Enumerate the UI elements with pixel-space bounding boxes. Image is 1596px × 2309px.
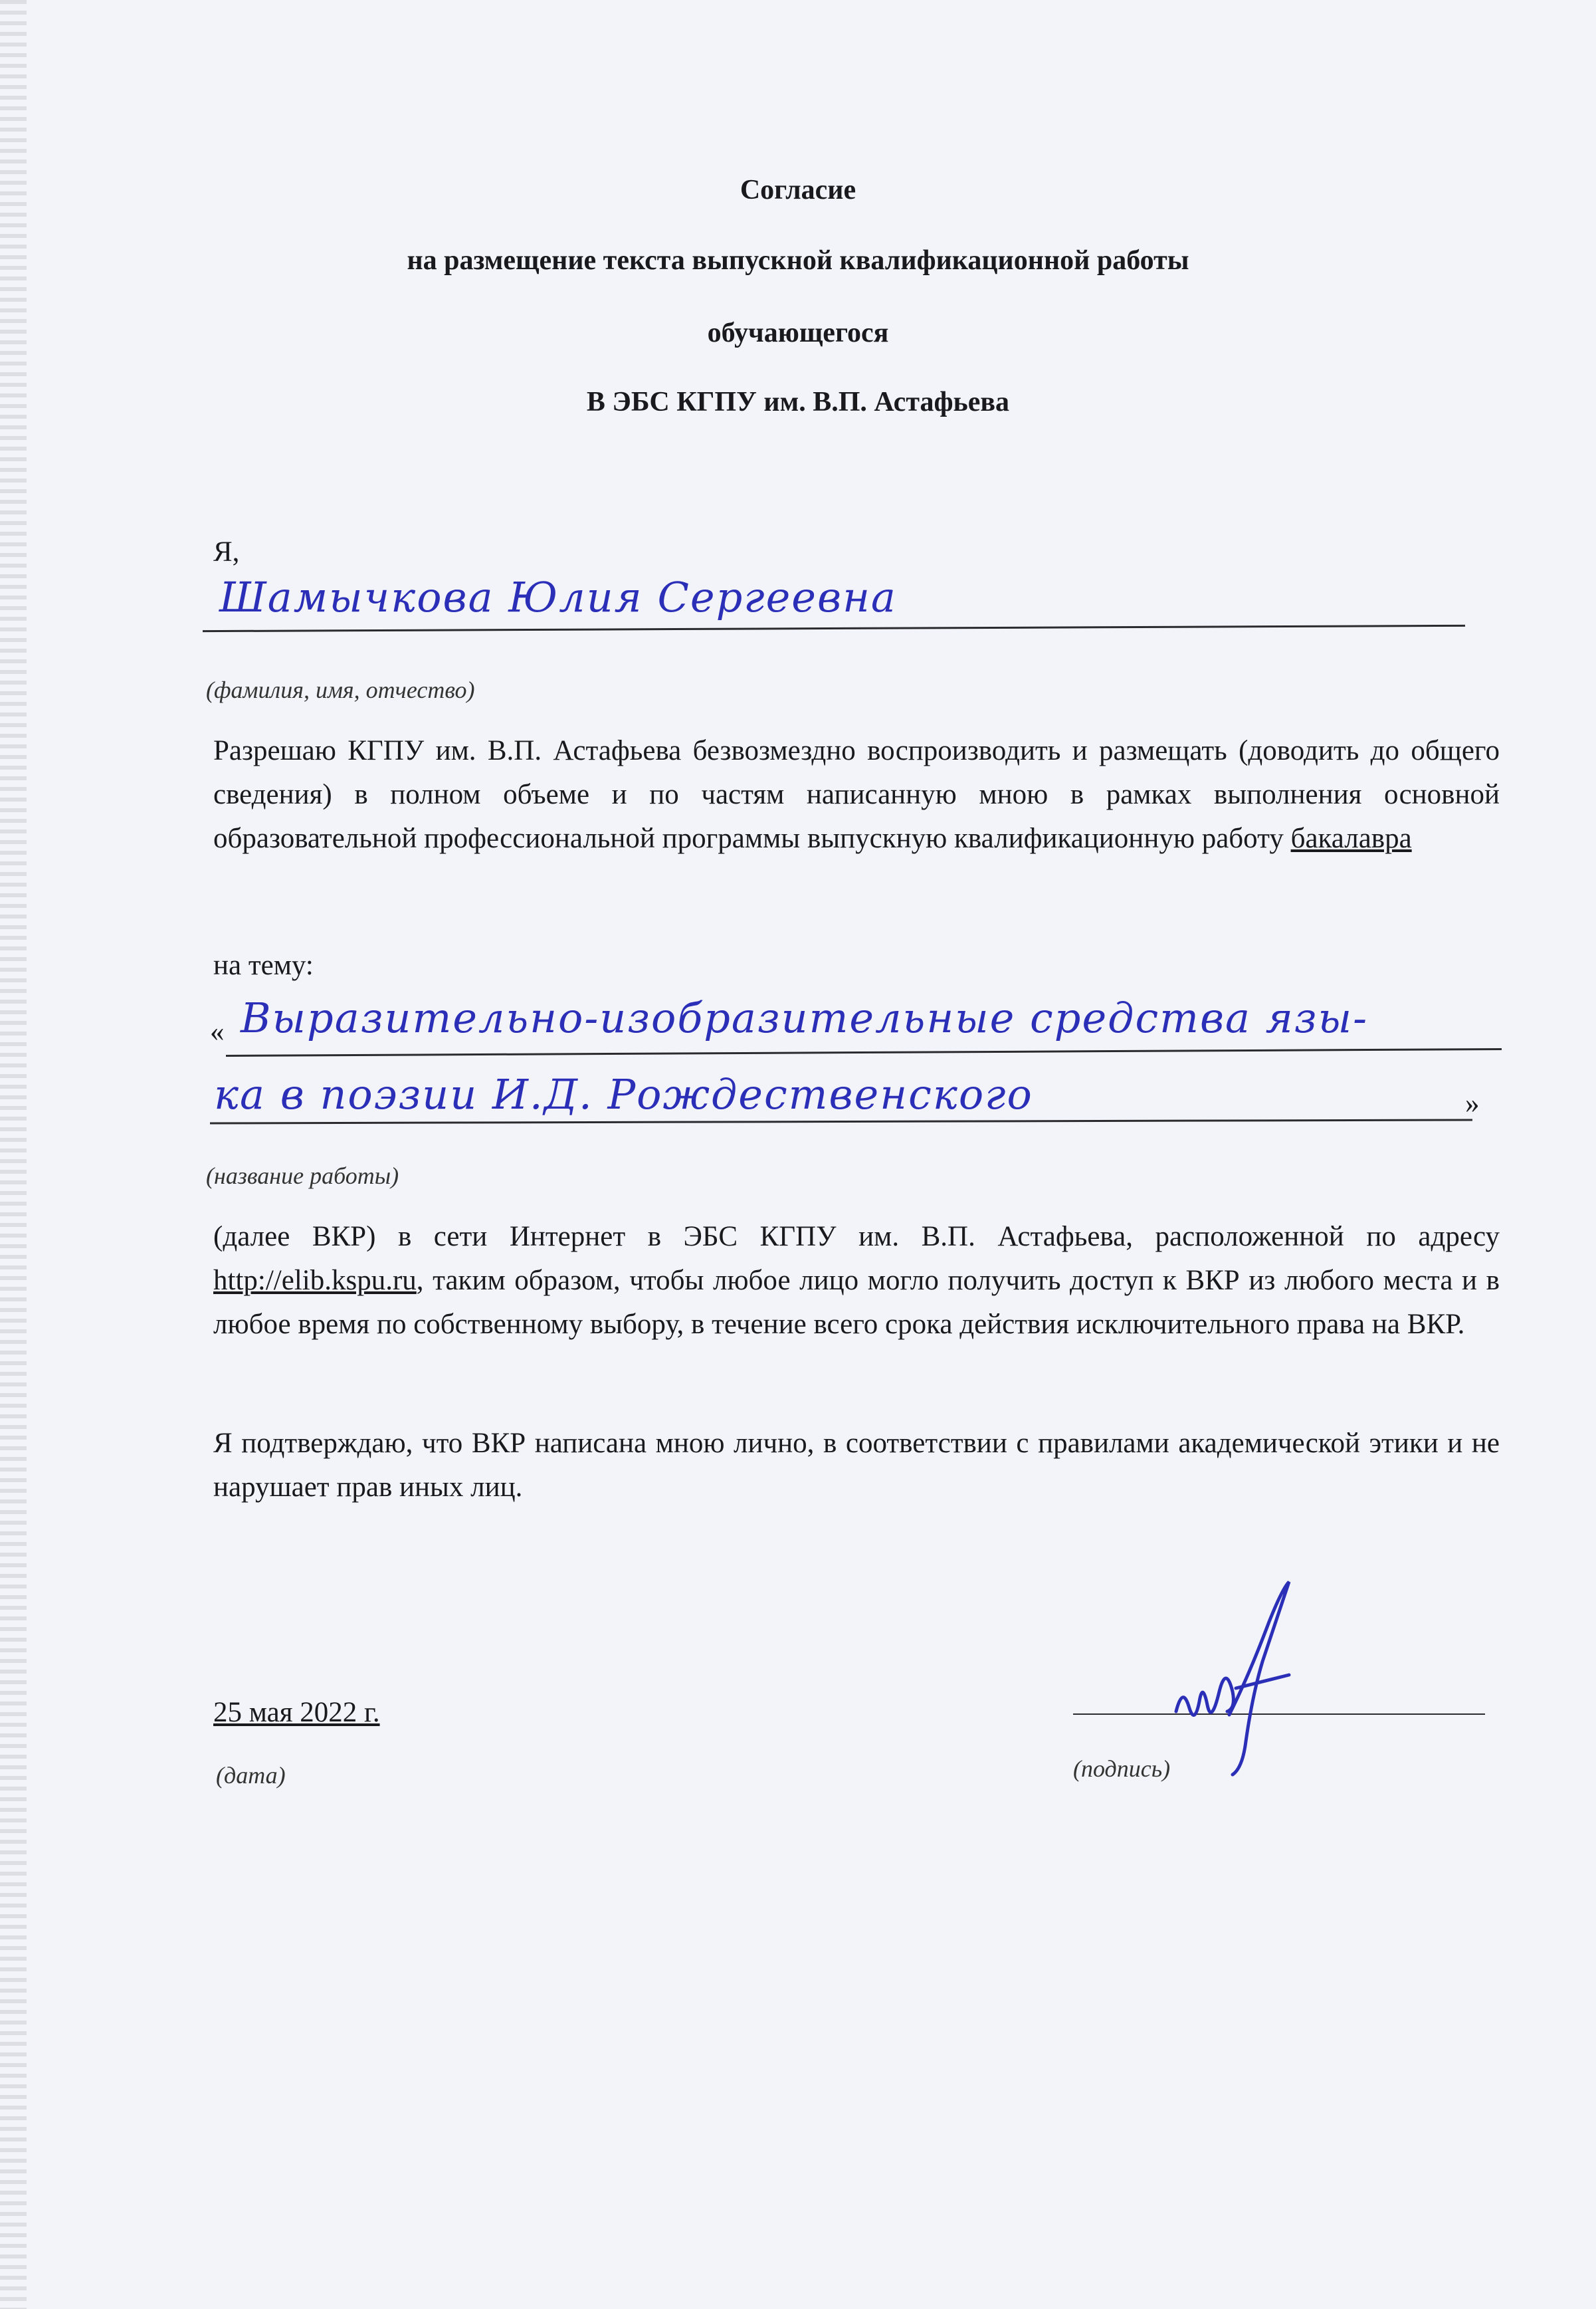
date-value: 25 мая 2022 г.: [213, 1697, 380, 1728]
elib-link[interactable]: http://elib.kspu.ru: [213, 1265, 417, 1296]
intro-text: Я,: [213, 536, 240, 568]
date-caption: (дата): [216, 1762, 286, 1789]
quote-close: »: [1465, 1088, 1480, 1119]
permission-paragraph: [213, 729, 1500, 861]
permission-text: Разрешаю КГПУ им. В.П. Астафьева безвозмездно воспроизводить и размещать (доводить до общего сведения) в полном объеме и по частям написанную мною в рамках выполнения основной образовательной профессиональной программы выпускную квалификационную работу: [213, 735, 1500, 854]
topic-underline-1: [226, 1048, 1502, 1057]
topic-underline-2: [210, 1119, 1472, 1125]
signature-caption: (подпись): [1073, 1755, 1171, 1782]
signature-image: [1156, 1569, 1355, 1788]
doc-subtitle-1: на размещение текста выпускной квалификационной работы: [407, 245, 1189, 276]
internet-text-b: , таким образом, чтобы любое лицо могло получить доступ к ВКР из любого места и в любое время по собственному выбору, в течение всего срока действия исключительного права на ВКР.: [213, 1265, 1500, 1340]
internet-paragraph: [213, 1215, 1500, 1347]
handwritten-topic-line-2: ка в поэзии И.Д. Рождественского: [214, 1070, 1033, 1119]
confirmation-paragraph: Я подтверждаю, что ВКР написана мною лично, в соответствии с правилами академической этики и не нарушает прав иных лиц.: [213, 1428, 1500, 1503]
topic-label: на тему:: [213, 950, 314, 981]
name-underline: [203, 625, 1465, 632]
handwritten-name: Шамычкова Юлия Сергеевна: [219, 573, 897, 621]
name-caption: (фамилия, имя, отчество): [206, 677, 475, 703]
quote-open: «: [210, 1016, 225, 1047]
internet-text-a: (далее ВКР) в сети Интернет в ЭБС КГПУ им. В.П. Астафьева, расположенной по адресу: [213, 1221, 1500, 1252]
doc-subtitle-3: В ЭБС КГПУ им. В.П. Астафьева: [586, 387, 1010, 417]
handwritten-topic-line-1: Выразительно-изобразительные средства язы-: [241, 994, 1369, 1042]
doc-subtitle-2: обучающегося: [707, 318, 889, 348]
topic-caption: (название работы): [206, 1162, 399, 1189]
degree-text: бакалавра: [1290, 823, 1412, 854]
doc-title: Согласие: [740, 175, 856, 205]
